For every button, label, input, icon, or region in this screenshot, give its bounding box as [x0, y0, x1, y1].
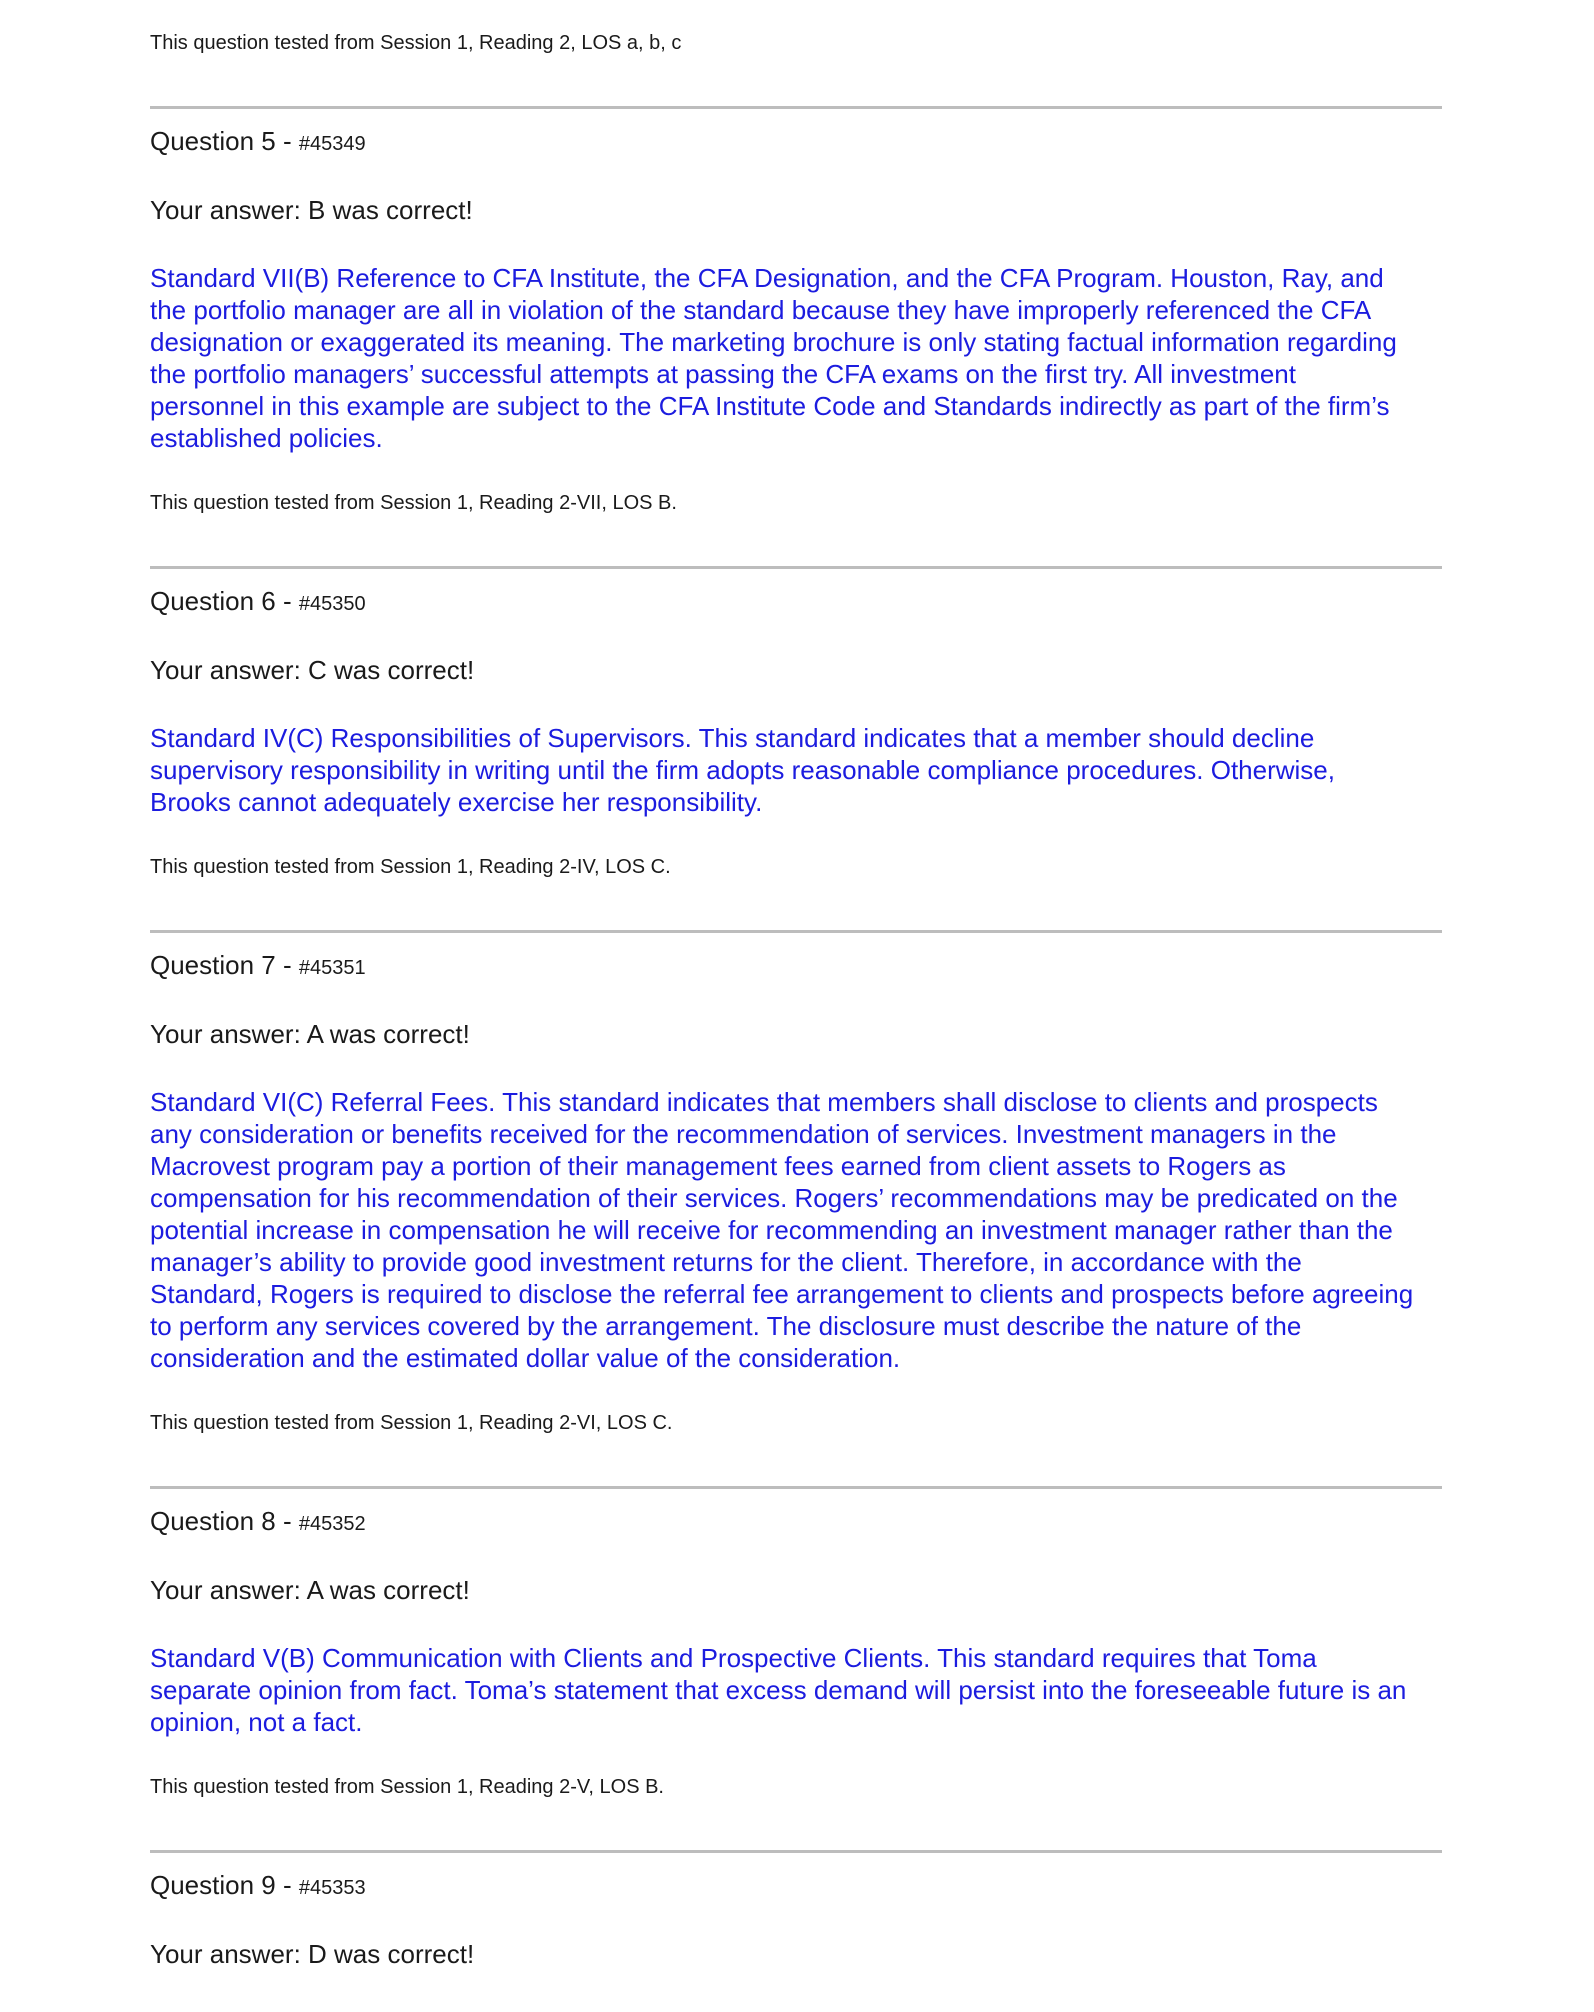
divider	[150, 566, 1442, 569]
tested-note: This question tested from Session 1, Reading 2-VI, LOS C.	[150, 1412, 673, 1434]
question-label: Question 5 -	[150, 126, 299, 156]
explanation	[150, 262, 1442, 454]
divider	[150, 930, 1442, 933]
answer-result: Your answer: C was correct!	[150, 655, 475, 685]
tested-note: This question tested from Session 1, Reading 2-VII, LOS B.	[150, 492, 677, 514]
answer-result: Your answer: D was correct!	[150, 1939, 475, 1969]
divider	[150, 1850, 1442, 1853]
explanation-line: any consideration or benefits received for the recommendation of services. Investment managers in the	[150, 1119, 1337, 1149]
explanation	[150, 722, 1442, 818]
explanation-line: designation or exaggerated its meaning. The marketing brochure is only stating factual information regarding	[150, 327, 1397, 357]
divider	[150, 106, 1442, 109]
question-title	[150, 1505, 1442, 1540]
explanation-line: separate opinion from fact. Toma’s statement that excess demand will persist into the foreseeable future is an	[150, 1675, 1407, 1705]
explanation-line: Standard V(B) Communication with Clients and Prospective Clients. This standard requires that Toma	[150, 1643, 1317, 1673]
explanation-line: Standard VII(B) Reference to CFA Institute, the CFA Designation, and the CFA Program. Houston, Ray, and	[150, 263, 1384, 293]
explanation-line: potential increase in compensation he will receive for recommending an investment manager rather than the	[150, 1215, 1393, 1245]
explanation-line: manager’s ability to provide good investment returns for the client. Therefore, in accordance with the	[150, 1247, 1302, 1277]
question-id: #45352	[298, 1513, 366, 1535]
explanation-line: established policies.	[150, 423, 383, 453]
explanation	[150, 1642, 1442, 1738]
explanation-line: consideration and the estimated dollar value of the consideration.	[150, 1343, 901, 1373]
tested-note: This question tested from Session 1, Reading 2, LOS a, b, c	[150, 32, 682, 54]
question-id: #45353	[298, 1877, 366, 1899]
explanation-line: Standard, Rogers is required to disclose the referral fee arrangement to clients and prospects before agreeing	[150, 1279, 1414, 1309]
question-block	[150, 930, 1442, 1436]
explanation	[150, 1086, 1442, 1374]
question-label: Question 8 -	[150, 1506, 299, 1536]
explanation-line: supervisory responsibility in writing until the firm adopts reasonable compliance procedures. Otherwise,	[150, 755, 1335, 785]
explanation-line: personnel in this example are subject to the CFA Institute Code and Standards indirectly as part of the firm’s	[150, 391, 1390, 421]
divider	[150, 1486, 1442, 1489]
question-label: Question 9 -	[150, 1870, 299, 1900]
tested-note: This question tested from Session 1, Reading 2-V, LOS B.	[150, 1776, 664, 1798]
answer-result: Your answer: A was correct!	[150, 1019, 470, 1049]
answer-result: Your answer: B was correct!	[150, 195, 473, 225]
question-title	[150, 1869, 1442, 1904]
question-label: Question 6 -	[150, 586, 299, 616]
answer-result: Your answer: A was correct!	[150, 1575, 470, 1605]
question-title	[150, 949, 1442, 984]
question-id: #45349	[298, 133, 366, 155]
question-title	[150, 585, 1442, 620]
question-block	[150, 1850, 1442, 1970]
explanation-line: Brooks cannot adequately exercise her responsibility.	[150, 787, 763, 817]
question-id: #45350	[298, 593, 366, 615]
explanation-line: the portfolio manager are all in violation of the standard because they have improperly referenced the CFA	[150, 295, 1372, 325]
question-title	[150, 125, 1442, 160]
explanation-line: Standard IV(C) Responsibilities of Supervisors. This standard indicates that a member should decline	[150, 723, 1315, 753]
explanation-line: compensation for his recommendation of their services. Rogers’ recommendations may be predicated on the	[150, 1183, 1398, 1213]
question-block	[150, 1486, 1442, 1800]
explanation-line: Macrovest program pay a portion of their management fees earned from client assets to Rogers as	[150, 1151, 1286, 1181]
question-label: Question 7 -	[150, 950, 299, 980]
explanation-line: to perform any services covered by the arrangement. The disclosure must describe the nature of the	[150, 1311, 1302, 1341]
explanation-line: opinion, not a fact.	[150, 1707, 363, 1737]
question-block	[150, 566, 1442, 880]
tested-note: This question tested from Session 1, Reading 2-IV, LOS C.	[150, 856, 671, 878]
question-id: #45351	[298, 957, 366, 979]
explanation-line: the portfolio managers’ successful attempts at passing the CFA exams on the first try. All investment	[150, 359, 1296, 389]
question-block	[150, 106, 1442, 516]
explanation-line: Standard VI(C) Referral Fees. This standard indicates that members shall disclose to clients and prospects	[150, 1087, 1378, 1117]
